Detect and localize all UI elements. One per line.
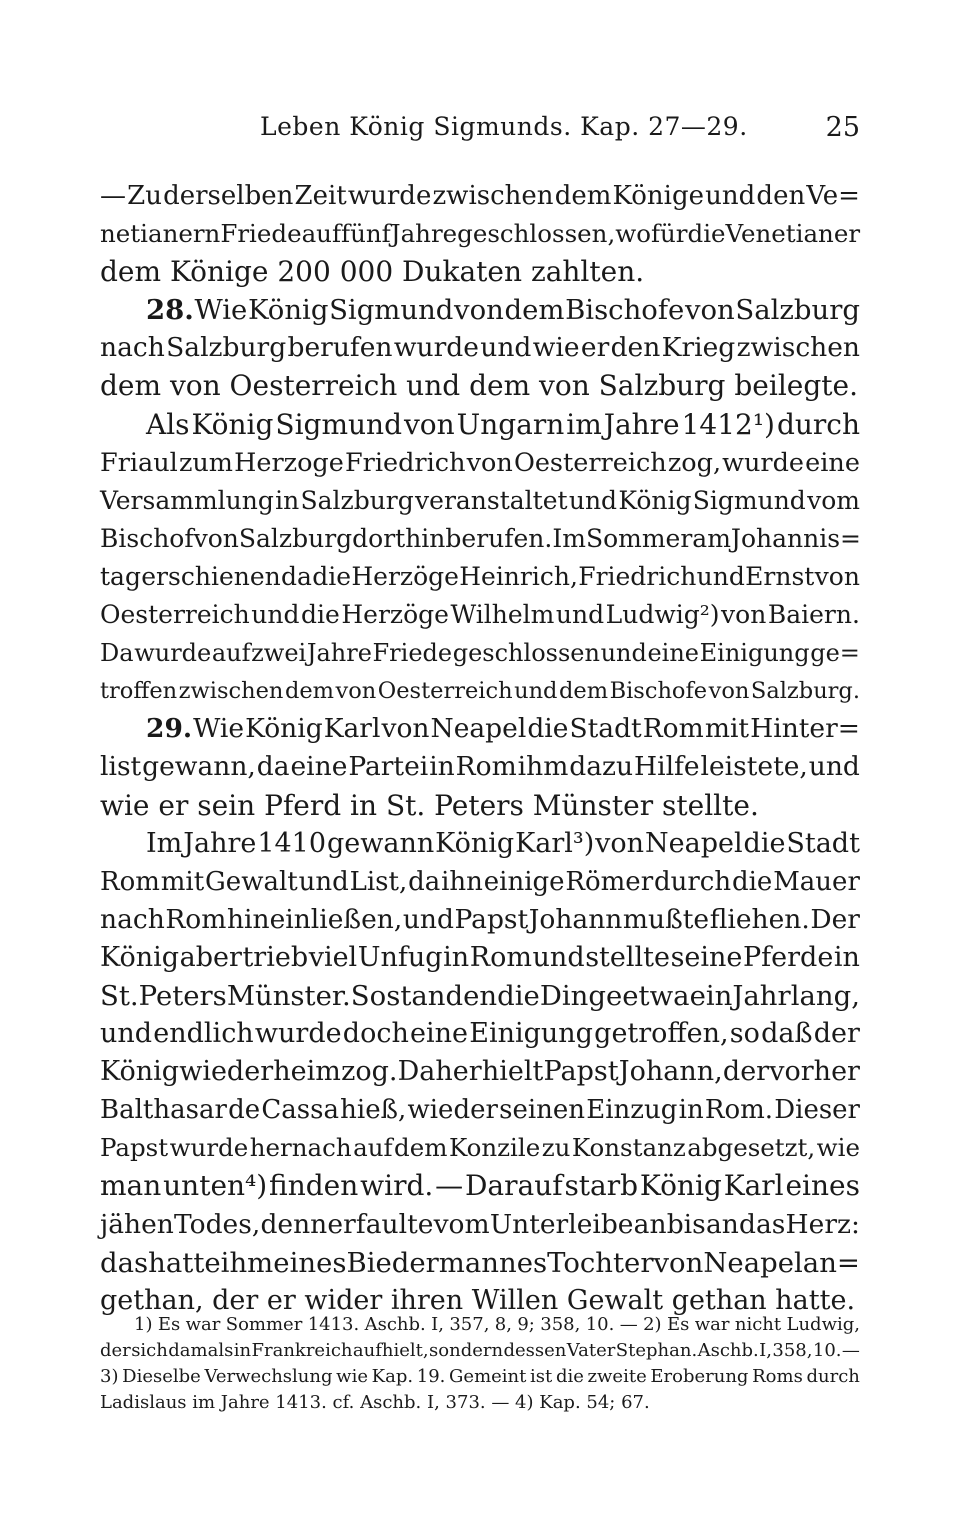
text-line: Rom mit Gewalt und List, da ihn einige Römer durch die Mauer	[100, 866, 860, 897]
footnote-line: Ladislaus im Jahre 1413. cf. Aschb. I, 373. — 4) Kap. 54; 67.	[100, 1392, 650, 1413]
running-head	[100, 112, 860, 152]
text-line: — Zu derselben Zeit wurde zwischen dem Könige und den Ve=	[100, 181, 860, 211]
text-line: Als König Sigmund von Ungarn im Jahre 1412¹) durch	[146, 407, 860, 441]
text-line: Bischof von Salzburg dorthin berufen. Im Sommer am Johannis=	[100, 523, 861, 553]
text-line: St. Peters Münster. So standen die Dinge etwa ein Jahr lang,	[100, 979, 860, 1012]
text-line: Friaul zum Herzoge Friedrich von Oesterreich zog, wurde eine	[100, 447, 860, 478]
text-line: und endlich wurde doch eine Einigung getroffen, so daß der	[100, 1018, 860, 1050]
text-line: Oesterreich und die Herzöge Wilhelm und Ludwig²) von Baiern.	[100, 600, 860, 630]
text-line: jähen Todes, denn er faulte vom Unterleibe an bis an das Herz:	[100, 1208, 860, 1240]
footnote-line: 3) Dieselbe Verwechslung wie Kap. 19. Gemeint ist die zweite Eroberung Roms durch	[100, 1366, 860, 1387]
page-number: 25	[825, 112, 860, 143]
section-heading-29-cont: list gewann, da eine Partei in Rom ihm dazu Hilfe leistete, und	[100, 751, 860, 783]
text-line: tag erschienen da die Herzöge Heinrich, Friedrich und Ernst von	[100, 561, 860, 591]
section-heading-28: 28. Wie König Sigmund von dem Bischofe von Salzburg	[146, 294, 860, 327]
section-heading-28-cont: nach Salzburg berufen wurde und wie er den Krieg zwischen	[100, 332, 860, 364]
text-line: man unten⁴) finden wird. — Darauf starb König Karl eines	[100, 1169, 860, 1203]
footnote-line: der sich damals in Frankreich aufhielt, sondern dessen Vater Stephan. Aschb. I, 358, 10. —	[100, 1340, 860, 1361]
section-heading-28-end: dem von Oesterreich und dem von Salzburg beilegte.	[100, 369, 858, 403]
text-line: Im Jahre 1410 gewann König Karl³) von Neapel die Stadt	[146, 827, 860, 859]
text-line: troffen zwischen dem von Oesterreich und dem Bischofe von Salzburg.	[100, 678, 860, 705]
text-line: Da wurde auf zwei Jahre Friede geschlossen und eine Einigung ge=	[100, 639, 860, 668]
text-line: nach Rom hineinließen, und Papst Johann mußte fliehen. Der	[100, 903, 860, 935]
text-line: Papst wurde hernach auf dem Konzile zu Konstanz abgesetzt, wie	[100, 1133, 860, 1163]
text-line: das hatte ihm eines Biedermannes Tochter von Neapel an=	[100, 1246, 860, 1279]
running-title: Leben König Sigmunds. Kap. 27—29.	[260, 112, 748, 141]
text-line: König aber trieb viel Unfug in Rom und stellte seine Pferde in	[100, 941, 860, 973]
footnote-line: 1) Es war Sommer 1413. Aschb. I, 357, 8, 9; 358, 10. — 2) Es war nicht Ludwig,	[134, 1314, 860, 1335]
text-line: dem Könige 200 000 Dukaten zahlten.	[100, 255, 645, 289]
main-text	[100, 177, 860, 1320]
text-line: Versammlung in Salzburg veranstaltet und König Sigmund vom	[100, 485, 860, 515]
text-line: gethan, der er wider ihren Willen Gewalt gethan hatte.	[100, 1284, 856, 1316]
text-line: netianern Friede auf fünf Jahre geschlossen, wofür die Venetianer	[100, 219, 861, 249]
section-heading-29: 29. Wie König Karl von Neapel die Stadt Rom mit Hinter=	[146, 713, 860, 745]
text-line: Balthasar de Cassa hieß, wieder seinen Einzug in Rom. Dieser	[100, 1095, 860, 1126]
section-heading-29-end: wie er sein Pferd in St. Peters Münster stellte.	[100, 788, 759, 822]
text-line: König wieder heim zog. Daher hielt Papst Johann, der vorher	[100, 1056, 860, 1088]
footnotes	[100, 1312, 860, 1416]
